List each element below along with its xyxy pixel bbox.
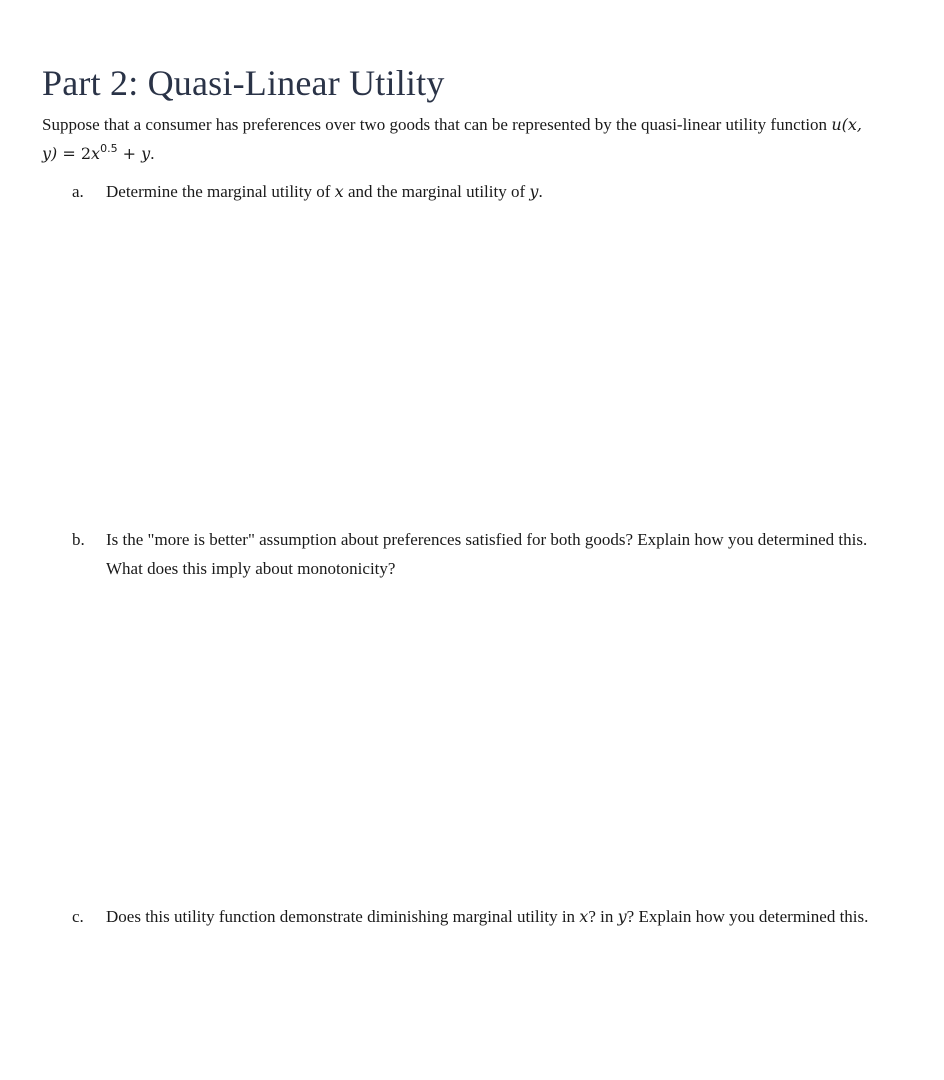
question-var: y <box>617 907 627 926</box>
question-letter: b. <box>72 530 85 549</box>
answer-space-c <box>72 965 872 1065</box>
question-var: y <box>529 182 539 201</box>
question-text <box>106 902 872 931</box>
formula-end: . <box>150 144 155 163</box>
question-text-part: and the marginal utility of <box>343 182 530 201</box>
question-text-part: . <box>538 182 543 201</box>
intro-text: Suppose that a consumer has preferences over two goods that can be represented by the quasi-linear utility function <box>42 115 832 134</box>
question-text-part: ? Explain how you determined this. <box>626 907 869 926</box>
formula-var: x <box>91 144 101 163</box>
question-text <box>106 177 872 206</box>
question-var: x <box>334 182 344 201</box>
question-text: Is the "more is better" assumption about preferences satisfied for both goods? Explain how you determined this. What does this imply about monotonicity? <box>106 530 868 578</box>
question-letter: a. <box>72 182 84 201</box>
intro-paragraph <box>42 110 882 168</box>
answer-space-a <box>72 215 872 515</box>
answer-space-b <box>72 590 872 890</box>
question-text-part: ? in <box>588 907 618 926</box>
question-var: x <box>579 907 589 926</box>
formula-lhs: u(x, y) <box>42 115 862 163</box>
question-a <box>72 177 872 206</box>
formula-plus: + <box>117 144 142 163</box>
question-c <box>72 902 872 931</box>
formula-y: y <box>141 144 151 163</box>
formula-eq: = 2 <box>57 144 92 163</box>
question-letter: c. <box>72 907 84 926</box>
question-text-part: Does this utility function demonstrate diminishing marginal utility in <box>106 907 580 926</box>
page-title: Part 2: Quasi-Linear Utility <box>42 63 445 103</box>
question-text-part: Determine the marginal utility of <box>106 182 335 201</box>
question-b <box>72 525 872 583</box>
formula-exponent: 0.5 <box>100 142 118 155</box>
